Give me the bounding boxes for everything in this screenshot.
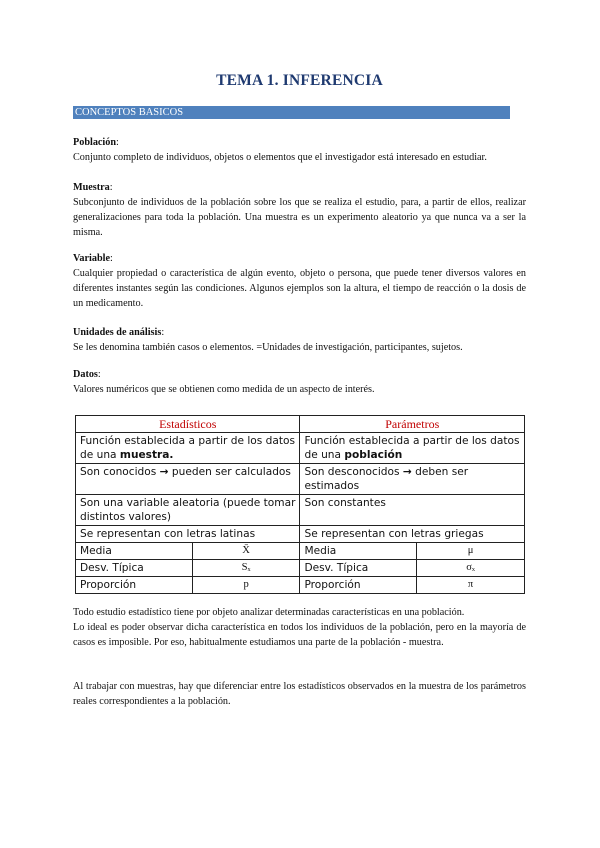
concept-term: Unidades de análisis [73, 327, 162, 338]
measure-name: Media [76, 543, 193, 560]
header-estadisticos: Estadísticos [76, 416, 300, 433]
cell-text: Son conocidos [80, 466, 160, 478]
cell-text: Función establecida a partir de los datos de una [80, 435, 296, 461]
concept-term: Muestra [73, 182, 110, 193]
concept-unidades: Unidades de análisis: Se les denomina también casos o elementos. =Unidades de investigación, participantes, sujetos. [73, 325, 526, 355]
arrow-icon: → [402, 466, 412, 478]
concept-term: Variable [73, 253, 110, 264]
cell-text: pueden ser calculados [168, 466, 291, 478]
cell-bold-text: población [344, 449, 403, 461]
concept-definition: Se les denomina también casos o elementos. =Unidades de investigación, participantes, sujetos. [73, 342, 463, 353]
concept-definition: Cualquier propiedad o característica de algún evento, objeto o persona, que puede tener diversos valores en diferentes instantes según las condiciones. Algunos ejemplos son la altura, el tiempo de reacción o la dosis de un medicamento. [73, 268, 526, 309]
concept-muestra: Muestra: Subconjunto de individuos de la población sobre los que se realiza el estudio, para, a partir de ellos, realizar generalizaciones para toda la población. Una muestra es un experimento aleatorio ya que nunca va a ser la misma. [73, 182, 526, 238]
concept-variable: Variable: Cualquier propiedad o característica de algún evento, objeto o persona, que puede tener diversos valores en diferentes instantes según las condiciones. Algunos ejemplos son la altura, el tiempo de reacción o la dosis de un medicamento. [73, 253, 526, 309]
header-parametros: Parámetros [300, 416, 525, 433]
paragraph: Al trabajar con muestras, hay que diferenciar entre los estadísticos observados en la muestra de los parámetros reales correspondientes a la población. [73, 681, 526, 707]
measure-name: Proporción [76, 577, 193, 594]
page-title: TEMA 1. INFERENCIA [216, 72, 383, 89]
table-cell [300, 433, 525, 464]
parameter-symbol: σₓ [417, 560, 525, 577]
table-row [76, 464, 525, 495]
table-row-proporcion [76, 577, 525, 594]
measure-name: Proporción [300, 577, 417, 594]
table-cell: Se representan con letras latinas [76, 526, 300, 543]
measure-name: Desv. Típica [300, 560, 417, 577]
cell-bold-text: muestra. [119, 449, 174, 461]
parameter-symbol: μ [417, 543, 525, 560]
arrow-icon: → [159, 466, 169, 478]
measure-name: Desv. Típica [76, 560, 193, 577]
statistic-symbol: Sₓ [192, 560, 300, 577]
table-cell [300, 464, 525, 495]
measure-name: Media [300, 543, 417, 560]
paragraph: Lo ideal es poder observar dicha característica en todos los individuos de la población, pero en la mayoría de casos es imposible. Por eso, habitualmente estudiamos una parte de la población - muestra. [73, 622, 526, 648]
paragraph: Todo estudio estadístico tiene por objeto analizar determinadas características en una población. [73, 607, 465, 618]
table-row-desv [76, 560, 525, 577]
table-cell: Se representan con letras griegas [300, 526, 525, 543]
table-cell: Son constantes [300, 495, 525, 526]
comparison-table [75, 415, 525, 594]
statistic-symbol: X̄ [192, 543, 300, 560]
table-cell: Son una variable aleatoria (puede tomar distintos valores) [76, 495, 300, 526]
concept-poblacion: Población: Conjunto completo de individuos, objetos o elementos que el investigador está interesado en estudiar. [73, 135, 526, 165]
statistic-symbol: p [192, 577, 300, 594]
table-cell [76, 464, 300, 495]
cell-text: deben ser estimados [304, 466, 469, 492]
concept-definition: Conjunto completo de individuos, objetos o elementos que el investigador está interesado en estudiar. [73, 152, 487, 163]
concept-datos: Datos: Valores numéricos que se obtienen como medida de un aspecto de interés. [73, 367, 526, 397]
parameter-symbol: π [417, 577, 525, 594]
section-heading: CONCEPTOS BASICOS [73, 106, 510, 119]
cell-text: Son desconocidos [304, 466, 403, 478]
table-row [76, 495, 525, 526]
concept-definition: Valores numéricos que se obtienen como medida de un aspecto de interés. [73, 384, 375, 395]
concept-term: Datos [73, 369, 98, 380]
concept-term: Población [73, 137, 117, 148]
table-row [76, 526, 525, 543]
table-row [76, 433, 525, 464]
table-cell [76, 433, 300, 464]
cell-text: Función establecida a partir de los datos de una [304, 435, 520, 461]
table-header-row [76, 416, 525, 433]
concept-definition: Subconjunto de individuos de la población sobre los que se realiza el estudio, para, a partir de ellos, realizar generalizaciones para toda la población. Una muestra es un experimento aleatorio ya que nunca va a ser la misma. [73, 197, 526, 238]
table-row-media [76, 543, 525, 560]
